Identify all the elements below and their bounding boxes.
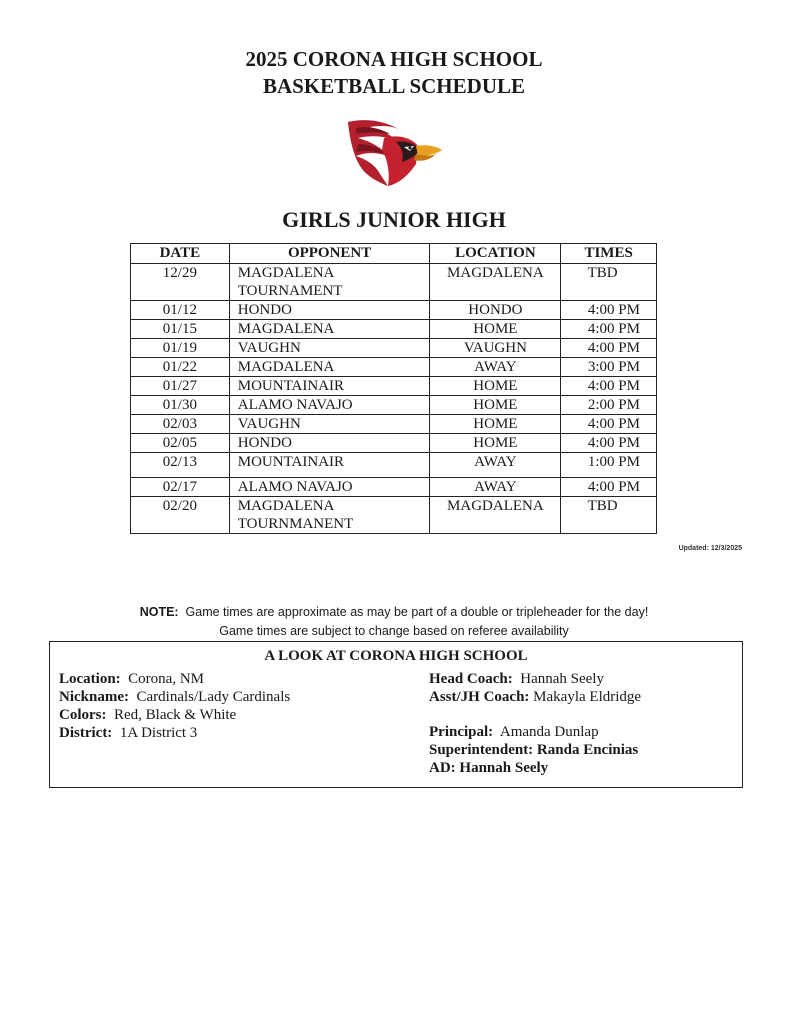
info-head-coach-value: Hannah Seely: [520, 671, 604, 687]
cardinal-head-icon: [344, 116, 444, 190]
note-label: NOTE:: [139, 605, 179, 619]
note-line-1: [0, 603, 788, 622]
cell-opponent: MOUNTAINAIR: [229, 453, 430, 478]
cell-location: HONDO: [430, 301, 561, 320]
cell-opponent: VAUGHN: [229, 339, 430, 358]
table-header-row: [131, 244, 657, 264]
schedule-table: [130, 243, 657, 534]
info-principal: [429, 723, 641, 741]
info-nickname: [59, 688, 290, 706]
cell-date: 01/15: [131, 320, 230, 339]
title-line-1: 2025 CORONA HIGH SCHOOL: [245, 47, 543, 71]
info-right-column: [429, 670, 641, 777]
cell-opponent: MOUNTAINAIR: [229, 377, 430, 396]
cell-time: 2:00 PM: [561, 396, 657, 415]
info-ad: AD: Hannah Seely: [429, 760, 549, 776]
cell-opponent: MAGDALENA TOURNMANENT: [229, 497, 430, 534]
section-title: GIRLS JUNIOR HIGH: [282, 207, 506, 232]
info-location: [59, 670, 290, 688]
note-text-1: Game times are approximate as may be part of a double or tripleheader for the day!: [185, 605, 649, 619]
info-asst-coach-value: Makayla Eldridge: [533, 689, 642, 705]
table-row: [131, 415, 657, 434]
info-location-value: Corona, NM: [128, 671, 204, 687]
cell-opponent: HONDO: [229, 434, 430, 453]
table-row: [131, 339, 657, 358]
cell-opponent: HONDO: [229, 301, 430, 320]
cell-time: TBD: [561, 264, 657, 301]
cell-opponent: ALAMO NAVAJO: [229, 396, 430, 415]
info-asst-coach-label: Asst/JH Coach:: [429, 689, 530, 705]
updated-date: Updated: 12/3/2025: [678, 545, 742, 552]
cell-time: TBD: [561, 497, 657, 534]
cell-date: 02/13: [131, 453, 230, 478]
table-row: [131, 396, 657, 415]
cell-location: AWAY: [430, 358, 561, 377]
info-head-coach-label: Head Coach:: [429, 671, 513, 687]
info-district-label: District:: [59, 725, 113, 741]
school-info-box: [49, 641, 743, 788]
cell-location: VAUGHN: [430, 339, 561, 358]
cell-opponent: MAGDALENA TOURNAMENT: [229, 264, 430, 301]
column-header-times: TIMES: [561, 244, 657, 264]
cell-location: HOME: [430, 320, 561, 339]
cell-location: HOME: [430, 415, 561, 434]
cell-time: 4:00 PM: [561, 415, 657, 434]
info-asst-coach: [429, 688, 641, 706]
column-header-date: DATE: [131, 244, 230, 264]
info-head-coach: [429, 670, 641, 688]
info-superintendent: Superintendent: Randa Encinias: [429, 742, 639, 758]
info-colors-value: Red, Black & White: [114, 707, 237, 723]
table-row: [131, 320, 657, 339]
note-line-2: Game times are subject to change based on referee availability: [219, 624, 569, 638]
cell-date: 02/17: [131, 478, 230, 497]
cell-opponent: VAUGHN: [229, 415, 430, 434]
cell-location: MAGDALENA: [430, 497, 561, 534]
info-left-column: [59, 670, 290, 742]
page-title: [0, 46, 788, 100]
cell-location: AWAY: [430, 453, 561, 478]
table-row: [131, 358, 657, 377]
info-spacer: [429, 706, 641, 723]
info-principal-label: Principal:: [429, 724, 494, 740]
info-district-value: 1A District 3: [119, 725, 198, 741]
cell-time: 4:00 PM: [561, 377, 657, 396]
cell-date: 12/29: [131, 264, 230, 301]
table-row: [131, 301, 657, 320]
info-colors: [59, 706, 290, 724]
cell-time: 1:00 PM: [561, 453, 657, 478]
cell-opponent: MAGDALENA: [229, 358, 430, 377]
table-row: [131, 497, 657, 534]
cell-date: 02/05: [131, 434, 230, 453]
cell-date: 01/30: [131, 396, 230, 415]
cell-opponent: ALAMO NAVAJO: [229, 478, 430, 497]
cell-time: 3:00 PM: [561, 358, 657, 377]
cell-date: 01/22: [131, 358, 230, 377]
info-title: A LOOK AT CORONA HIGH SCHOOL: [264, 648, 528, 664]
cell-date: 01/19: [131, 339, 230, 358]
column-header-opponent: OPPONENT: [229, 244, 430, 264]
cell-time: 4:00 PM: [561, 339, 657, 358]
title-line-2: BASKETBALL SCHEDULE: [262, 74, 525, 98]
cell-location: MAGDALENA: [430, 264, 561, 301]
table-row: [131, 434, 657, 453]
info-nickname-label: Nickname:: [59, 689, 129, 705]
cell-time: 4:00 PM: [561, 301, 657, 320]
cell-location: AWAY: [430, 478, 561, 497]
info-colors-label: Colors:: [59, 707, 107, 723]
cell-location: HOME: [430, 434, 561, 453]
cell-location: HOME: [430, 377, 561, 396]
table-row: [131, 453, 657, 478]
info-district: [59, 724, 290, 742]
cell-time: 4:00 PM: [561, 434, 657, 453]
info-location-label: Location:: [59, 671, 121, 687]
info-nickname-value: Cardinals/Lady Cardinals: [136, 689, 291, 705]
table-row: [131, 264, 657, 301]
schedule-note: [0, 603, 788, 641]
cell-date: 02/20: [131, 497, 230, 534]
column-header-location: LOCATION: [430, 244, 561, 264]
cell-date: 01/27: [131, 377, 230, 396]
cell-location: HOME: [430, 396, 561, 415]
cell-date: 01/12: [131, 301, 230, 320]
cell-time: 4:00 PM: [561, 478, 657, 497]
info-principal-value: Amanda Dunlap: [499, 724, 599, 740]
table-row: [131, 377, 657, 396]
cell-opponent: MAGDALENA: [229, 320, 430, 339]
cell-date: 02/03: [131, 415, 230, 434]
cell-time: 4:00 PM: [561, 320, 657, 339]
table-row: [131, 478, 657, 497]
